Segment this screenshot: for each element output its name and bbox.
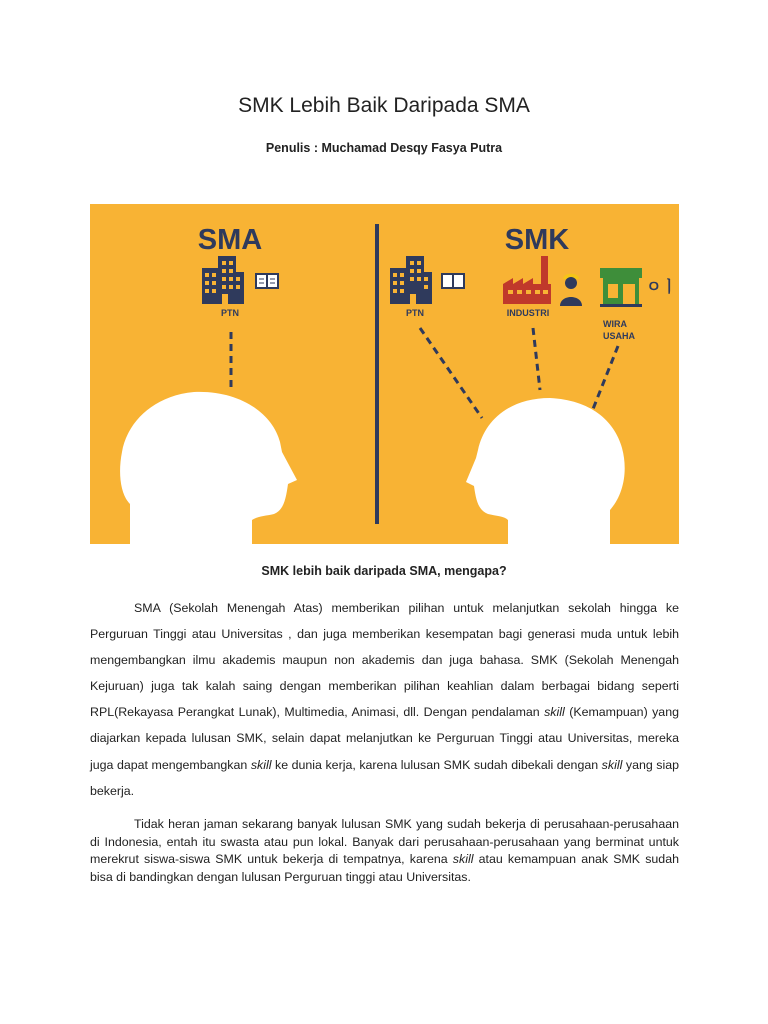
hangul-glyph-icon <box>646 277 677 296</box>
book-icon-smk <box>442 274 464 288</box>
skill-term: skill <box>544 705 565 720</box>
paragraph-1-continued: (Kemampuan) yang diajarkan kepada lulusan SMK, selain dapat melanjutkan ke Perguruan Tinggi atau Universitas, mereka juga dapat mengembangkan <box>90 705 679 772</box>
worker-icon <box>560 274 582 306</box>
wira-label: WIRA <box>603 319 627 329</box>
book-icon <box>256 274 278 288</box>
industri-label: INDUSTRI <box>506 308 550 318</box>
smk-ptn-label: PTN <box>406 308 424 318</box>
paragraph-1-sma-text: SMA (Sekolah Menengah Atas) memberikan pilihan untuk melanjutkan sekolah hingga ke Perguruan Tinggi atau Universitas , dan juga memberikan kesempatan bagi generasi muda untuk lebih mengembangkan ilmu akademis maupun non akademis dan juga bahasa. <box>90 601 679 668</box>
factory-icon <box>503 256 551 304</box>
smk-path-industri <box>533 328 540 390</box>
smk-path-ptn <box>420 328 482 418</box>
sma-vs-smk-illustration <box>90 204 679 544</box>
shop-icon <box>600 268 642 307</box>
paragraph-1-smk-text: SMK (Sekolah Menengah Kejuruan) juga tak kalah saing dengan memberikan pilihan keahlian dalam berbagai bidang seperti RPL(Rekayasa Perangkat Lunak), Multimedia, Animasi, dll. Dengan pendalaman <box>90 653 680 720</box>
paragraph-2-end: atau kemampuan anak SMK sudah bisa di bandingkan dengan lulusan Perguruan tinggi atau Universitas. <box>90 852 679 884</box>
paragraph-1-end: yang siap bekerja. <box>90 757 680 798</box>
sma-head-silhouette <box>120 392 297 544</box>
hangul-glyph: ㅇㅣ <box>646 277 677 296</box>
center-divider <box>375 224 379 524</box>
usaha-label: USAHA <box>603 331 636 341</box>
smk-heading: SMK <box>504 224 570 256</box>
paragraph-1 <box>90 595 679 804</box>
page-title: SMK Lebih Baik Daripada SMA <box>238 94 530 117</box>
figure-caption: SMK lebih baik daripada SMA, mengapa? <box>261 564 507 578</box>
sma-heading: SMA <box>197 224 263 256</box>
author-line: Penulis : Muchamad Desqy Fasya Putra <box>265 141 503 155</box>
university-building-icon-smk <box>390 256 432 304</box>
sma-ptn-label: PTN <box>221 308 239 318</box>
paragraph-2 <box>90 816 679 886</box>
skill-term-4: skill <box>452 852 474 866</box>
paragraph-2-text: Tidak heran jaman sekarang banyak lulusan SMK yang sudah bekerja di perusahaan-perusahaan di Indonesia, entah itu swasta atau pun lokal. Banyak dari perusahaan-perusahaan yang berminat untuk merekrut siswa-siswa SMK untuk bekerja di tempatnya, karena <box>90 817 679 866</box>
skill-term-3: skill <box>601 757 623 772</box>
smk-head-silhouette <box>466 398 625 544</box>
paragraph-1-work: ke dunia kerja, karena lulusan SMK sudah dibekali dengan <box>275 757 599 772</box>
skill-term-2: skill <box>250 757 272 772</box>
university-building-icon <box>202 256 244 304</box>
